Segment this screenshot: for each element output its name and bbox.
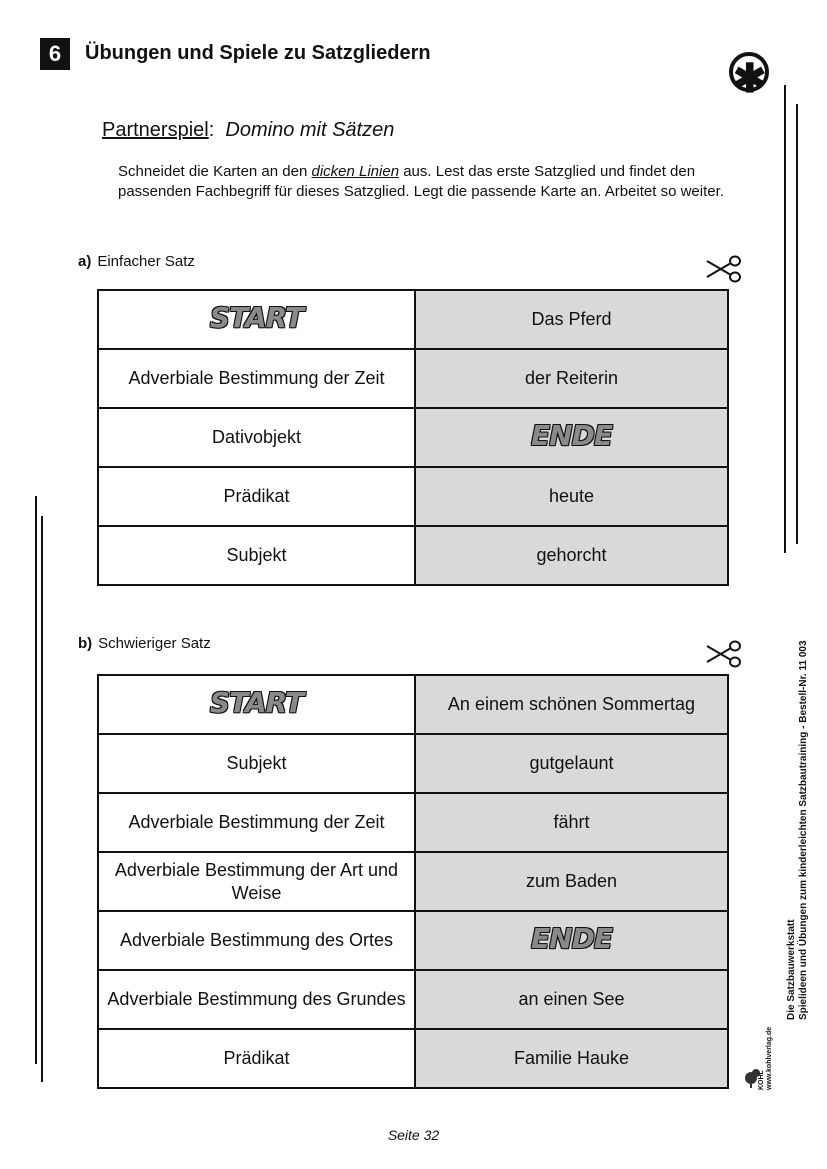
domino-card-right: zum Baden <box>415 852 728 911</box>
instructions-emphasis: dicken Linien <box>311 163 400 180</box>
domino-table-b <box>97 674 729 1089</box>
chapter-title: Übungen und Spiele zu Satzgliedern <box>85 42 431 64</box>
start-logo: START <box>209 686 304 719</box>
right-margin-line-short <box>796 104 798 544</box>
domino-card-right <box>415 408 728 467</box>
domino-row <box>98 526 728 585</box>
ende-logo: ENDE <box>531 922 612 955</box>
domino-card-right: An einem schönen Sommertag <box>415 675 728 734</box>
instructions-part2: aus. Lest das erste Satzglied und findet den passenden Fachbegriff für dieses Satzglied. Legt die passende Karte an. Arbeitet so weiter. <box>118 163 724 200</box>
instructions <box>118 162 728 201</box>
domino-card-left <box>98 290 415 349</box>
domino-card-right: gutgelaunt <box>415 734 728 793</box>
sidebar-line2: Spielideen und Übungen zum kinderleichten Satzbautraining - Bestell-Nr. 11 003 <box>798 640 809 1020</box>
asterisk-star-icon: ✱ <box>729 52 769 92</box>
domino-row <box>98 1029 728 1088</box>
scissors-icon <box>705 255 741 283</box>
page-number: Seite 32 <box>387 1127 440 1143</box>
domino-card-left: Subjekt <box>98 734 415 793</box>
domino-row <box>98 675 728 734</box>
domino-card-right: heute <box>415 467 728 526</box>
scissors-icon <box>705 640 741 668</box>
domino-card-left: Adverbiale Bestimmung der Zeit <box>98 793 415 852</box>
domino-row <box>98 408 728 467</box>
subtitle-colon: : <box>208 119 215 141</box>
domino-card-left: Adverbiale Bestimmung des Ortes <box>98 911 415 970</box>
logo-text <box>758 1027 774 1090</box>
domino-card-left: Prädikat <box>98 467 415 526</box>
domino-card-right: an einen See <box>415 970 728 1029</box>
domino-card-left: Adverbiale Bestimmung der Art und Weise <box>98 852 415 911</box>
right-margin-line-long <box>784 85 786 553</box>
domino-card-right <box>415 911 728 970</box>
left-margin-line-long <box>35 496 37 1064</box>
domino-row <box>98 290 728 349</box>
domino-row <box>98 349 728 408</box>
domino-table-a <box>97 289 729 586</box>
publisher-logo <box>742 1020 772 1090</box>
domino-card-right: der Reiterin <box>415 349 728 408</box>
sidebar-publication-info <box>786 640 810 1020</box>
domino-row <box>98 911 728 970</box>
domino-card-left: Prädikat <box>98 1029 415 1088</box>
section-b-label <box>78 635 211 652</box>
domino-row <box>98 970 728 1029</box>
domino-card-right: Das Pferd <box>415 290 728 349</box>
domino-row <box>98 793 728 852</box>
domino-row <box>98 734 728 793</box>
chapter-number: 6 <box>40 38 70 70</box>
domino-card-right: Familie Hauke <box>415 1029 728 1088</box>
left-margin-line-short <box>41 516 43 1082</box>
domino-card-left <box>98 675 415 734</box>
section-b-letter: b) <box>78 635 93 652</box>
ende-logo: ENDE <box>531 419 612 452</box>
subtitle <box>102 119 394 142</box>
logo-name: KOHL <box>758 1070 765 1090</box>
domino-card-left: Adverbiale Bestimmung des Grundes <box>98 970 415 1029</box>
subtitle-label: Partnerspiel <box>102 119 209 141</box>
section-a-label <box>78 253 195 270</box>
domino-card-right: fährt <box>415 793 728 852</box>
domino-card-left: Dativobjekt <box>98 408 415 467</box>
subtitle-title: Domino mit Sätzen <box>225 119 395 141</box>
domino-row <box>98 467 728 526</box>
domino-card-right: gehorcht <box>415 526 728 585</box>
section-a-title: Einfacher Satz <box>97 253 195 270</box>
domino-row <box>98 852 728 911</box>
instructions-part1: Schneidet die Karten an den <box>118 163 312 180</box>
domino-card-left: Adverbiale Bestimmung der Zeit <box>98 349 415 408</box>
start-logo: START <box>209 301 304 334</box>
logo-url: www.kohlverlag.de <box>766 1026 773 1090</box>
section-b-title: Schwieriger Satz <box>98 635 211 652</box>
sidebar-line1: Die Satzbauwerkstatt <box>786 919 797 1020</box>
section-a-letter: a) <box>78 253 92 270</box>
domino-card-left: Subjekt <box>98 526 415 585</box>
